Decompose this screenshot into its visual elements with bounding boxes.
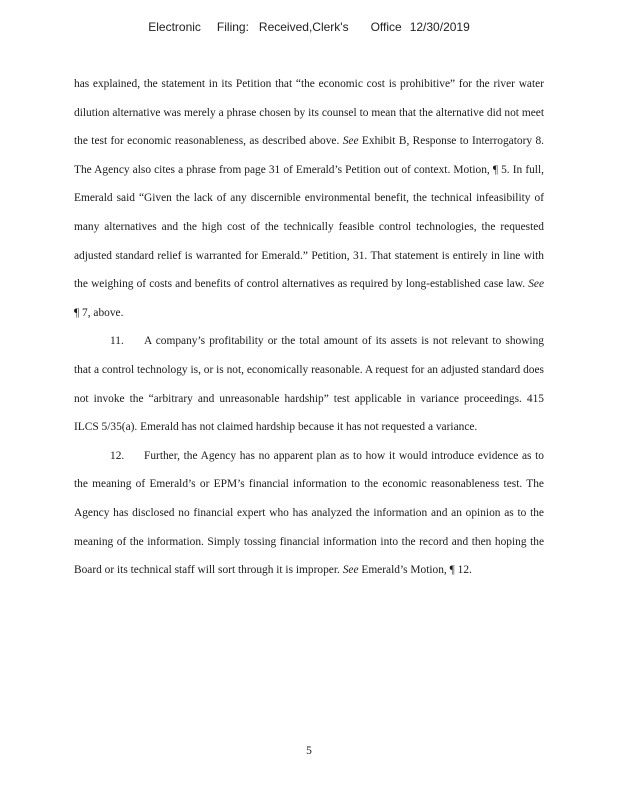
paragraph-continued: [74, 70, 544, 327]
document-body: [74, 70, 544, 585]
signal-see: See: [528, 278, 544, 291]
paragraph-number: 12.: [110, 449, 125, 462]
text-segment: ¶ 7, above.: [74, 306, 124, 319]
text-segment: A company’s profitability or the total amount of its assets is not relevant to showing that a control technology is, or is not, economically reasonable. A request for an adjusted standard does not invoke the “arbitrary and unreasonable hardship” test applicable in variance proceedings. 415 ILCS 5/35(a). Emerald has not claimed hardship because it has not requested a variance.: [74, 335, 544, 434]
paragraph-12: [74, 442, 544, 585]
paragraph-11: [74, 327, 544, 441]
signal-see: See: [342, 564, 359, 577]
stamp-electronic: Electronic: [148, 20, 201, 34]
paragraph-number: 11.: [110, 335, 124, 348]
text-segment: Emerald’s Motion, ¶ 12.: [358, 564, 472, 577]
filing-stamp: [0, 20, 618, 34]
stamp-office: Office: [370, 20, 402, 34]
page-number: 5: [306, 745, 312, 757]
text-segment: Exhibit B, Response to Interrogatory 8. The Agency also cites a phrase from page 31 of Emerald’s Petition out of context. Motion, ¶ 5. In full, Emerald said “Given the lack of any discernible environmental benefit, the technical infeasibility of many alternatives and the high cost of the technically feasible control technologies, the requested adjusted standard relief is warranted for Emerald.” Petition, 31. That statement is entirely in line with the weighing of costs and benefits of control alternatives as required by long-established case law.: [74, 135, 544, 291]
text-segment: Further, the Agency has no apparent plan as to how it would introduce evidence as to the meaning of Emerald’s or EPM’s financial information to the economic reasonableness test. The Agency has disclosed no financial expert who has analyzed the information and an opinion as to the meaning of the information. Simply tossing financial information into the record and then hoping the Board or its technical staff will sort through it is improper.: [74, 449, 544, 577]
signal-see: See: [342, 135, 359, 148]
text-segment: has explained, the statement in its Petition that “the economic cost is prohibitive” for the river water dilution alternative was merely a phrase chosen by its counsel to mean that the alternative did not meet the test for economic reasonableness, as described above.: [74, 78, 544, 148]
stamp-received-clerks: Received,Clerk's: [258, 20, 349, 34]
stamp-filing: Filing:: [216, 20, 249, 34]
stamp-date: 12/30/2019: [409, 20, 470, 34]
